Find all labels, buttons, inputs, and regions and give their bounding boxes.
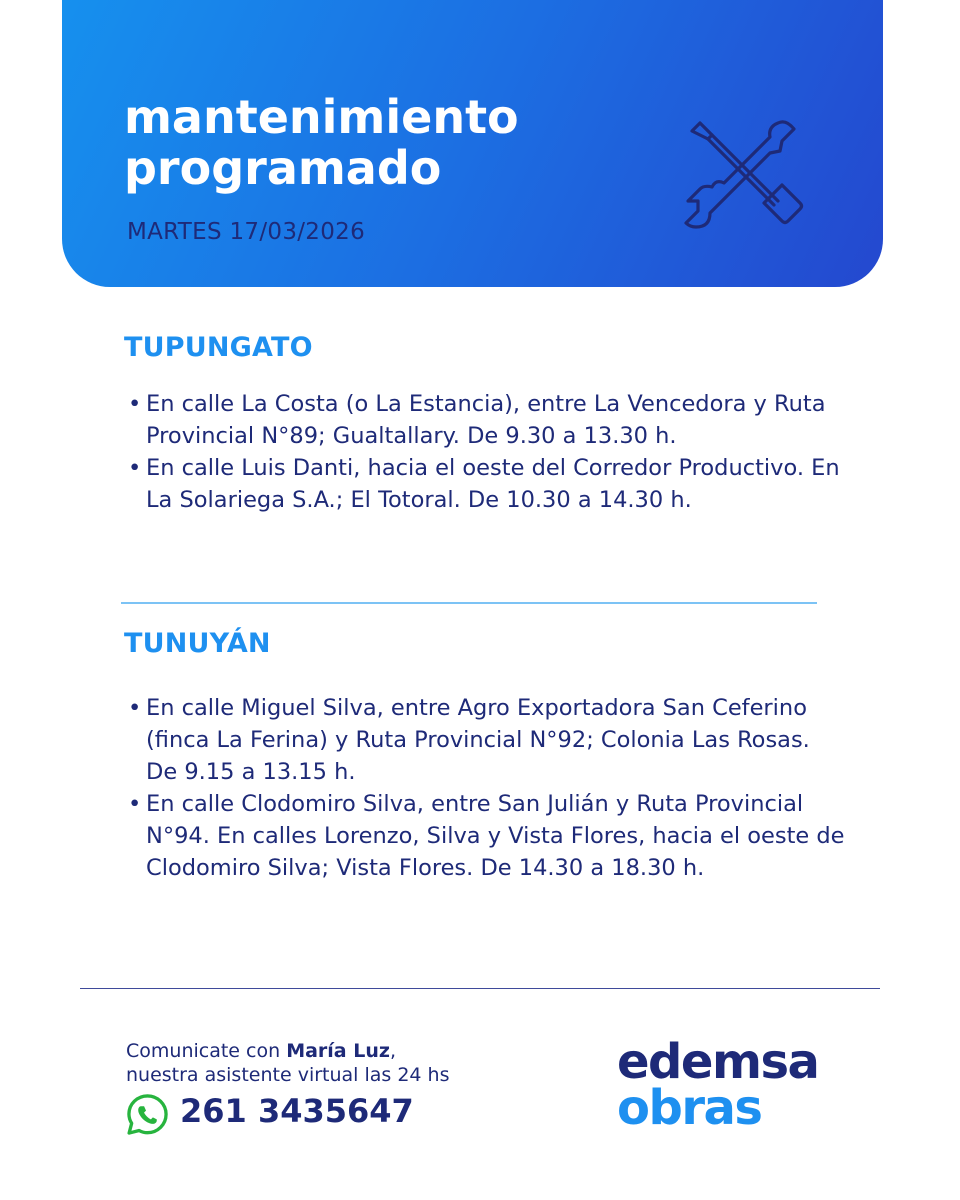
bullet: • xyxy=(128,695,142,721)
logo-top-text: edemsa xyxy=(617,1034,819,1090)
whatsapp-icon[interactable] xyxy=(126,1093,169,1136)
assistant-name: María Luz xyxy=(286,1040,390,1062)
title-line-1: mantenimiento xyxy=(124,90,519,144)
logo-bottom-text: obras xyxy=(617,1080,762,1136)
list-item xyxy=(128,452,848,516)
section-title-tunuyan: TUNUYÁN xyxy=(124,628,271,659)
contact-prefix: Comunicate con xyxy=(126,1040,287,1062)
bullet: • xyxy=(128,791,142,817)
contact-line-1 xyxy=(126,1040,396,1062)
phone-number[interactable]: 261 3435647 xyxy=(180,1092,414,1130)
tools-icon xyxy=(682,115,806,239)
list-item-text: En calle Miguel Silva, entre Agro Exportadora San Ceferino (finca La Ferina) y Ruta Provincial N°92; Colonia Las Rosas. De 9.15 a 13.15 h. xyxy=(146,695,810,785)
date-label: MARTES 17/03/2026 xyxy=(127,219,366,245)
page-title xyxy=(124,92,519,194)
tupungato-list xyxy=(128,388,848,516)
title-line-2: programado xyxy=(124,141,442,195)
list-item-text: En calle Clodomiro Silva, entre San Julián y Ruta Provincial N°94. En calles Lorenzo, Silva y Vista Flores, hacia el oeste de Clodomiro Silva; Vista Flores. De 14.30 a 18.30 h. xyxy=(146,791,845,881)
edemsa-obras-logo xyxy=(617,1034,819,1136)
header-banner xyxy=(62,0,883,287)
tunuyan-list xyxy=(128,692,848,884)
contact-line-2: nuestra asistente virtual las 24 hs xyxy=(126,1064,450,1086)
list-item xyxy=(128,788,848,884)
list-item-text: En calle La Costa (o La Estancia), entre La Vencedora y Ruta Provincial N°89; Gualtallary. De 9.30 a 13.30 h. xyxy=(146,391,826,449)
footer-divider xyxy=(80,988,880,989)
section-divider xyxy=(121,602,817,604)
list-item xyxy=(128,692,848,788)
contact-suffix: , xyxy=(389,1040,396,1062)
list-item xyxy=(128,388,848,452)
section-title-tupungato: TUPUNGATO xyxy=(124,332,313,363)
list-item-text: En calle Luis Danti, hacia el oeste del Corredor Productivo. En La Solariega S.A.; El Totoral. De 10.30 a 14.30 h. xyxy=(146,455,840,513)
bullet: • xyxy=(128,391,142,417)
bullet: • xyxy=(128,455,142,481)
